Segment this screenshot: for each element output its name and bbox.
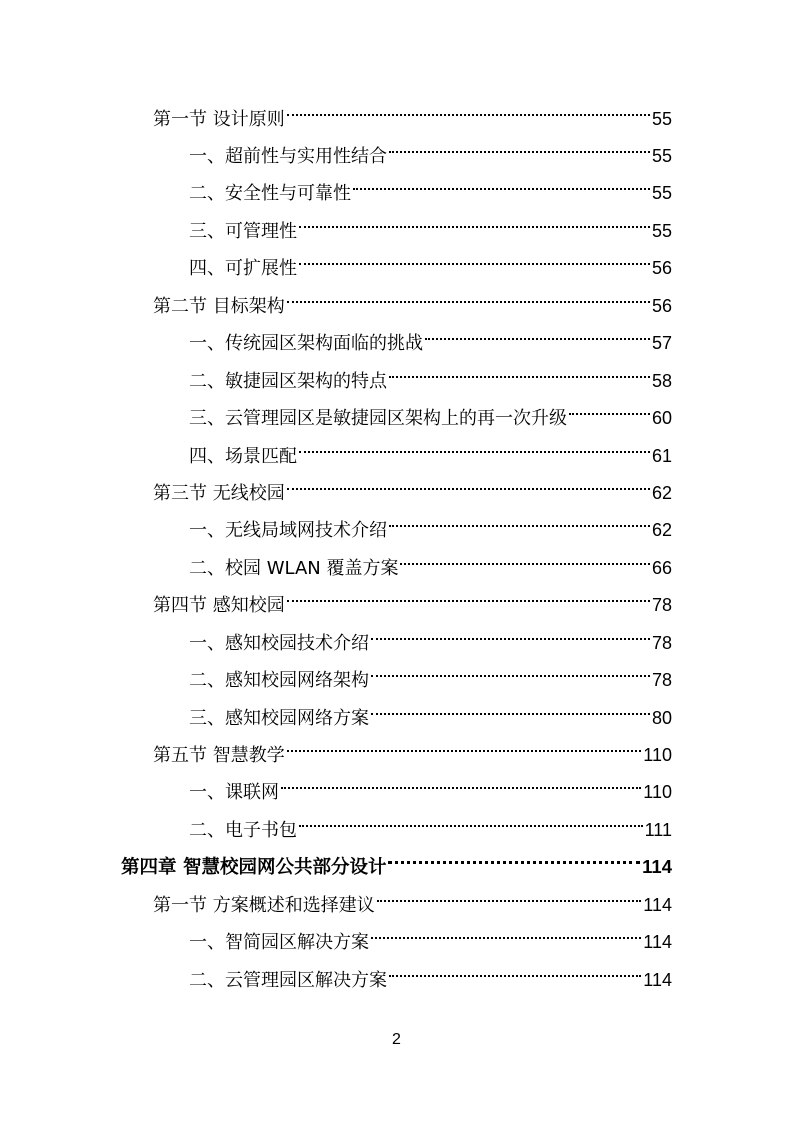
toc-entry-label: 一、无线局域网技术介绍: [189, 520, 387, 541]
toc-entry-label: 一、感知校园技术介绍: [189, 633, 369, 654]
toc-entry-label: 第一节 方案概述和选择建议: [153, 895, 375, 916]
toc-entry-page: 61: [651, 446, 672, 466]
toc-entry[interactable]: [189, 777, 672, 807]
toc-entry[interactable]: [189, 703, 672, 733]
toc-entry-label: 第三节 无线校园: [153, 483, 285, 504]
toc-entry-label: 三、可管理性: [189, 221, 297, 242]
dot-leader: [371, 637, 650, 640]
toc-entry-page: 78: [651, 633, 672, 653]
toc-entry-label: 一、超前性与实用性结合: [189, 146, 387, 167]
toc-entry[interactable]: [189, 553, 672, 583]
toc-entry-page: 114: [643, 970, 672, 990]
toc-entry[interactable]: [153, 740, 672, 770]
toc-entry[interactable]: [153, 291, 672, 321]
toc-entry[interactable]: [189, 628, 672, 658]
toc-entry-page: 80: [651, 708, 672, 728]
dot-leader: [299, 824, 643, 827]
toc-chapter-entry[interactable]: [121, 852, 672, 882]
toc-entry[interactable]: [189, 141, 672, 171]
dot-leader: [389, 375, 650, 378]
toc-entry[interactable]: [189, 515, 672, 545]
toc-entry-page: 78: [651, 595, 672, 615]
toc-entry[interactable]: [189, 815, 672, 845]
toc-entry-page: 55: [651, 183, 672, 203]
toc-entry-page: 110: [643, 782, 672, 802]
toc-entry-page: 114: [643, 895, 672, 915]
toc-entry-page: 66: [651, 558, 672, 578]
toc-entry-page: 55: [651, 221, 672, 241]
toc-entry-label: 一、传统园区架构面临的挑战: [189, 333, 423, 354]
toc-entry-label: 第五节 智慧教学: [153, 745, 285, 766]
toc-entry-label: 第二节 目标架构: [153, 296, 285, 317]
toc-entry-page: 114: [643, 932, 672, 952]
toc-entry-page: 110: [643, 745, 672, 765]
toc-entry-page: 60: [651, 408, 672, 428]
toc-entry-label: 二、电子书包: [189, 820, 297, 841]
dot-leader: [287, 599, 650, 602]
toc-entry[interactable]: [153, 104, 672, 134]
toc-entry-label: 第四章 智慧校园网公共部分设计: [121, 857, 387, 878]
toc-entry-label: 一、课联网: [189, 782, 279, 803]
dot-leader: [299, 262, 650, 265]
toc-entry[interactable]: [189, 366, 672, 396]
dot-leader: [371, 712, 650, 715]
dot-leader: [377, 899, 642, 902]
toc-entry[interactable]: [153, 590, 672, 620]
toc-entry-page: 58: [651, 371, 672, 391]
toc-entry-page: 78: [651, 670, 672, 690]
toc-entry-page: 114: [642, 856, 672, 877]
dot-leader: [287, 749, 642, 752]
toc-entry[interactable]: [189, 216, 672, 246]
dot-leader: [287, 300, 650, 303]
toc-entry-page: 56: [651, 296, 672, 316]
dot-leader: [389, 150, 650, 153]
toc-entry[interactable]: [153, 478, 672, 508]
toc-entry-label: 第一节 设计原则: [153, 109, 285, 130]
toc-entry-page: 62: [651, 520, 672, 540]
toc-entry-page: 56: [651, 258, 672, 278]
toc-entry-label: 四、可扩展性: [189, 258, 297, 279]
toc-entry-label: 二、校园 WLAN 覆盖方案: [189, 558, 399, 579]
dot-leader: [569, 412, 650, 415]
toc-entry-label: 三、云管理园区是敏捷园区架构上的再一次升级: [189, 408, 567, 429]
dot-leader: [389, 974, 641, 977]
toc-entry[interactable]: [189, 441, 672, 471]
dot-leader: [287, 487, 650, 490]
dot-leader: [299, 450, 650, 453]
dot-leader: [371, 674, 650, 677]
dot-leader: [281, 786, 641, 789]
toc-entry-page: 57: [651, 333, 672, 353]
toc-entry-page: 62: [651, 483, 672, 503]
dot-leader: [425, 337, 650, 340]
dot-leader: [287, 113, 650, 116]
toc-entry-label: 二、敏捷园区架构的特点: [189, 371, 387, 392]
toc-entry[interactable]: [189, 403, 672, 433]
dot-leader: [400, 562, 650, 565]
toc-entry-label: 四、场景匹配: [189, 446, 297, 467]
toc-entry-page: 111: [644, 820, 672, 840]
toc-entry[interactable]: [153, 890, 672, 920]
dot-leader: [299, 225, 650, 228]
dot-leader: [389, 524, 650, 527]
toc-entry[interactable]: [189, 178, 672, 208]
dot-leader: [371, 936, 641, 939]
toc-entry[interactable]: [189, 253, 672, 283]
page-number: 2: [392, 1031, 401, 1048]
toc-entry-page: 55: [651, 109, 672, 129]
toc-entry-label: 二、云管理园区解决方案: [189, 970, 387, 991]
dot-leader: [388, 860, 640, 864]
toc-entry[interactable]: [189, 665, 672, 695]
toc-entry-label: 二、安全性与可靠性: [189, 183, 351, 204]
toc-entry[interactable]: [189, 328, 672, 358]
toc-entry[interactable]: [189, 927, 672, 957]
toc-entry-page: 55: [651, 146, 672, 166]
toc-entry[interactable]: [189, 965, 672, 995]
toc-entry-label: 第四节 感知校园: [153, 595, 285, 616]
toc-entry-label: 一、智简园区解决方案: [189, 932, 369, 953]
dot-leader: [353, 187, 650, 190]
toc-entry-label: 二、感知校园网络架构: [189, 670, 369, 691]
toc-entry-label: 三、感知校园网络方案: [189, 708, 369, 729]
